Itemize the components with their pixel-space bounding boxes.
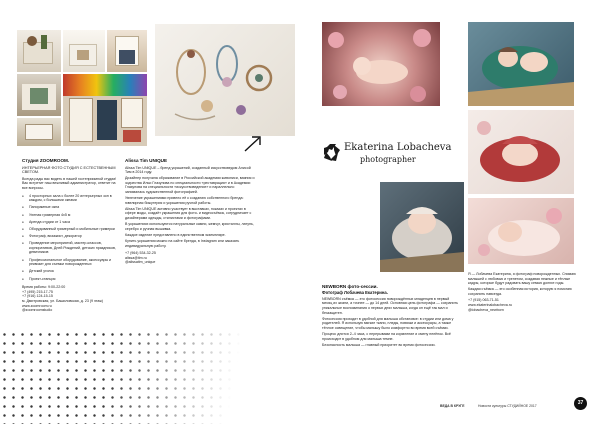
list-item: ● Проект-станция xyxy=(22,277,120,282)
list-item: ● Проведение мероприятий, мастер-классов, корпоративов, Дней Рождений, детских праздников, девичников xyxy=(22,241,120,255)
studio-intro: ИНТЕРЬЕРНАЯ ФОТО СТУДИЯ С ЕСТЕСТВЕННЫМ СВЕТОМ. xyxy=(22,165,116,175)
newborn-section xyxy=(322,284,458,349)
newborn-subtitle: Фотограф Лобачева Екатерина. xyxy=(322,289,388,295)
footer-right: Новости культуры СТУДИЙНОЕ 2017 xyxy=(478,404,537,408)
newborn-photo-1 xyxy=(322,22,440,106)
list-item: ● Оборудованный гримерный и мобильные гримерки xyxy=(22,227,120,232)
list-item: ● Аренда студии от 1 часа xyxy=(22,220,120,225)
dot-pattern xyxy=(0,330,240,424)
list-item: ● Детский уголок xyxy=(22,269,120,274)
studio-address: м. Дмитровская, ул. Башиловская, д. 23 (9 этаж) xyxy=(22,299,103,303)
newborn-paragraph: Фотосессия проходит в удобной для малыша обстановке: в студии или дома у родителей. Я использую мягкие ткани, пледы, повязки и аксессуары, а также тёплое освещение, чтобы малышу было комфортно во время всей съёмки. xyxy=(322,316,454,330)
newborn-paragraph: NEWBORN съёмка — это фотосессия новорождённых младенцев в первый месяц их жизни, а точнее — до 14 дней. Основная цель фотографа — сохранить уникальные воспоминания о первых днях малыша, когда он ещё так мал и беззащитен. xyxy=(322,296,458,315)
list-item: ● Профессиональное оборудование, аксессуары и реквизит для съемки новорожденных xyxy=(22,258,120,267)
photographer-paragraph: Каждая съёмка — это особенная история, которую я помогаю сохранить навсегда. xyxy=(468,287,572,296)
alissa-paragraph: Дизайнер получила образование в Российской академии живописи, ваяния и зодчества Ильи Глазунова по специальности «реставрация» и в Академии Глазунова на специальности «искусствоведение» и параллельно занималась художественной фотографией. xyxy=(125,176,255,195)
studio-photo-5 xyxy=(63,74,147,146)
alissa-paragraph: Увлечение украшениями привело её к созданию собственного бренда: ювелирная бижутерия и украшения ручной работы. xyxy=(125,196,244,205)
ekaterina-logo xyxy=(322,140,452,170)
alissa-paragraph: Alissa Tim UNIQUE активно участвует в выставках, показах и проектах в сфере моды, создаёт украшения для фото- и видеосъёмок, сотрудничает с дизайнерами одежды, стилистами и фотографами. xyxy=(125,206,252,221)
alissa-paragraph: Alissa Tim UNIQUE – бренд украшений, созданный искусствоведом Алисой Тим в 2014 году. xyxy=(125,165,251,175)
photographer-section xyxy=(468,272,578,312)
studio-photo-6 xyxy=(17,118,61,146)
studio-phone-2[interactable]: +7 (916) 124-15-15 xyxy=(22,294,53,299)
studio-instagram-link[interactable]: @zoomroomstudio xyxy=(22,308,53,313)
studio-features xyxy=(22,194,120,282)
jewelry-photo xyxy=(155,24,295,136)
alissa-paragraph: В украшениях используются натуральные камни, жемчуг, кристаллы, латунь, серебро и ручная вышивка. xyxy=(125,222,254,231)
photographer-paragraph: Я — Лобачева Екатерина, я фотограф новорожденных. Снимаю малышей с любовью и трепетом, создавая нежные и тёплые кадры, которые будут радовать вашу семью долгие годы. xyxy=(468,272,576,286)
studio-photo-3 xyxy=(107,30,147,72)
list-item: ● 4 просторных зала с более 20 интерьерных зон в каждом, с большими окнами xyxy=(22,194,120,203)
studio-text: Всегда рады вас видеть в нашей гостеприимной студии! Вас встретит наш вежливый администратор, ответит на все вопросы. xyxy=(22,176,117,190)
alissa-title: Alissa Tim UNIQUE xyxy=(125,158,168,163)
photographer-phone[interactable]: +7 (915) 063-71-51 xyxy=(468,298,499,303)
photographer-contacts xyxy=(468,298,578,312)
logo-name: Ekaterina Lobacheva xyxy=(344,142,452,153)
alissa-paragraph: Каждое изделие представлено в единственном экземпляре. xyxy=(125,232,226,237)
studio-photo-1 xyxy=(17,30,61,72)
list-item: ● Панорамные окна xyxy=(22,205,120,210)
arrow-icon xyxy=(242,134,264,154)
camera-icon xyxy=(322,142,342,164)
alissa-email-link[interactable]: alissa@tim.ru xyxy=(125,255,147,260)
newborn-paragraph: Процесс длится 2–4 часа, с перерывами на кормление и смену пелёнок. Всё происходит в удобном для малыша темпе. xyxy=(322,331,451,341)
alissa-instagram-link[interactable]: @alissatim_unique xyxy=(125,260,156,265)
newborn-photo-3 xyxy=(468,110,574,194)
studio-title: Студия ZOOMROOM. xyxy=(22,158,70,163)
list-item: ● Уютная гримерная 4х5 м xyxy=(22,213,120,218)
newborn-photo-2 xyxy=(468,22,574,106)
newborn-paragraph: Безопасность малыша — главный приоритет во время фотосессии. xyxy=(322,342,436,347)
studio-contacts xyxy=(22,285,120,313)
list-item: ● Фотограф, визажист, декоратор xyxy=(22,234,120,239)
studio-phone-1[interactable]: +7 (495) 215-17-75 xyxy=(22,289,53,294)
alissa-paragraph: Купить украшения можно на сайте бренда, в Instagram или заказать индивидуальную работу. xyxy=(125,238,240,248)
photographer-instagram-link[interactable]: @lobacheva_newborn xyxy=(468,307,504,312)
photographer-site-link[interactable]: www.ekaterinalobacheva.ru xyxy=(468,303,512,308)
studio-photo-2 xyxy=(63,30,105,72)
footer-left: ВЕДА В КРУГЕ xyxy=(440,404,465,408)
studio-section xyxy=(22,158,120,313)
alissa-section xyxy=(125,158,255,265)
newborn-photo-4 xyxy=(380,182,464,272)
alissa-contacts xyxy=(125,251,255,265)
logo-subtitle: photographer xyxy=(360,155,416,164)
newborn-photo-5 xyxy=(468,198,574,264)
studio-site-link[interactable]: www.zoomroom.ru xyxy=(22,303,52,308)
alissa-phone[interactable]: +7 (964) 534-32-25 xyxy=(125,251,156,256)
studio-hours: Время работы: 9:00-22:00 xyxy=(22,285,66,290)
studio-photo-4 xyxy=(17,74,61,116)
page-number: 37 xyxy=(574,397,587,410)
newborn-title: NEWBORN фото-сессии. xyxy=(322,284,378,289)
